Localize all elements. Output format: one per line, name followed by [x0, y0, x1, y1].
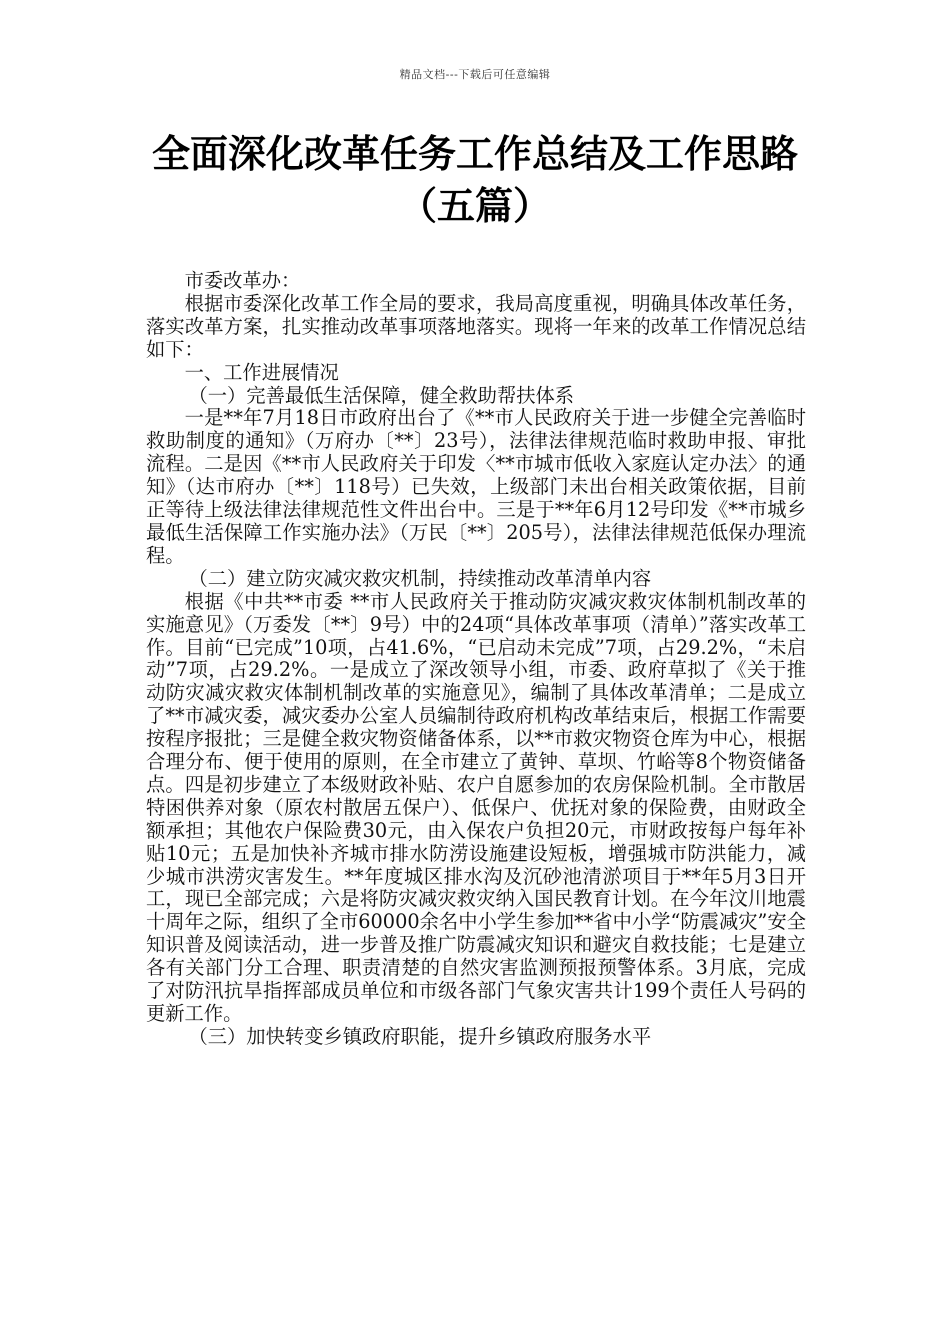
title-line-1: 全面深化改革任务工作总结及工作思路 — [151, 132, 798, 176]
document-title — [60, 128, 890, 232]
subsection-heading-3: （三）加快转变乡镇政府职能，提升乡镇政府服务水平 — [188, 1024, 652, 1048]
paragraph-intro: 根据市委深化改革工作全局的要求，我局高度重视，明确具体改革任务，落实改革方案，扎实推动改革事项落地落实。现将一年来的改革工作情况总结如下： — [146, 291, 806, 361]
document-body — [146, 270, 806, 1049]
paragraph-subsection-1: 一是**年7月18日市政府出台了《**市人民政府关于进一步健全完善临时救助制度的通知》（万府办〔**〕23号），法律法律规范临时救助申报、审批流程。二是因《**市人民政府关于印发〈**市城市低收入家庭认定办法〉的通知》（达市府办〔**〕118号）已失效，上级部门未出台相关政策依据，目前正等待上级法律法律规范性文件出台中。三是于**年6月12号印发《**市城乡最低生活保障工作实施办法》（万民〔**〕205号），法律法律规范低保办理流程。 — [146, 406, 806, 567]
section-heading-1: 一、工作进展情况 — [184, 360, 339, 384]
paragraph-subsection-2: 根据《中共**市委 **市人民政府关于推动防灾减灾救灾体制机制改革的实施意见》（万委发〔**〕9号）中的24项“具体改革事项（清单）”落实改革工作。目前“已完成”10项，占41.6%，“已启动未完成”7项，占29.2%，“未启动”7项，占29.2%。一是成立了深改领导小组，市委、政府草拟了《关于推动防灾减灾救灾体制机制改革的实施意见》，编制了具体改革清单；二是成立了**市减灾委，减灾委办公室人员编制待政府机构改革结束后，根据工作需要按程序报批；三是健全救灾物资储备体系，以**市救灾物资仓库为中心，根据合理分布、便于使用的原则，在全市建立了黄钟、草坝、竹峪等8个物资储备点。四是初步建立了本级财政补贴、农户自愿参加的农房保险机制。全市散居特困供养对象（原农村散居五保户）、低保户、优抚对象的保险费，由财政全额承担；其他农户保险费30元，由入保农户负担20元，市财政按每户每年补贴10元；五是加快补齐城市排水防涝设施建设短板，增强城市防洪能力，减少城市洪涝灾害发生。**年度城区排水沟及沉砂池清淤项目于**年5月3日开工，现已全部完成；六是将防灾减灾救灾纳入国民教育计划。在今年汶川地震十周年之际，组织了全市60000余名中小学生参加**省中小学“防震减灾”安全知识普及阅读活动，进一步普及推广防震减灾知识和避灾自救技能；七是建立各有关部门分工合理、职责清楚的自然灾害监测预报预警体系。3月底，完成了对防汛抗旱指挥部成员单位和市级各部门气象灾害共计199个责任人号码的更新工作。 — [146, 589, 806, 1025]
salutation: 市委改革办： — [184, 269, 301, 292]
header-note: 精品文档---下载后可任意编辑 — [399, 68, 551, 81]
subsection-heading-1: （一）完善最低生活保障，健全救助帮扶体系 — [188, 383, 575, 407]
title-line-2: （五篇） — [398, 184, 551, 228]
subsection-heading-2: （二）建立防灾减灾救灾机制，持续推动改革清单内容 — [188, 566, 652, 590]
